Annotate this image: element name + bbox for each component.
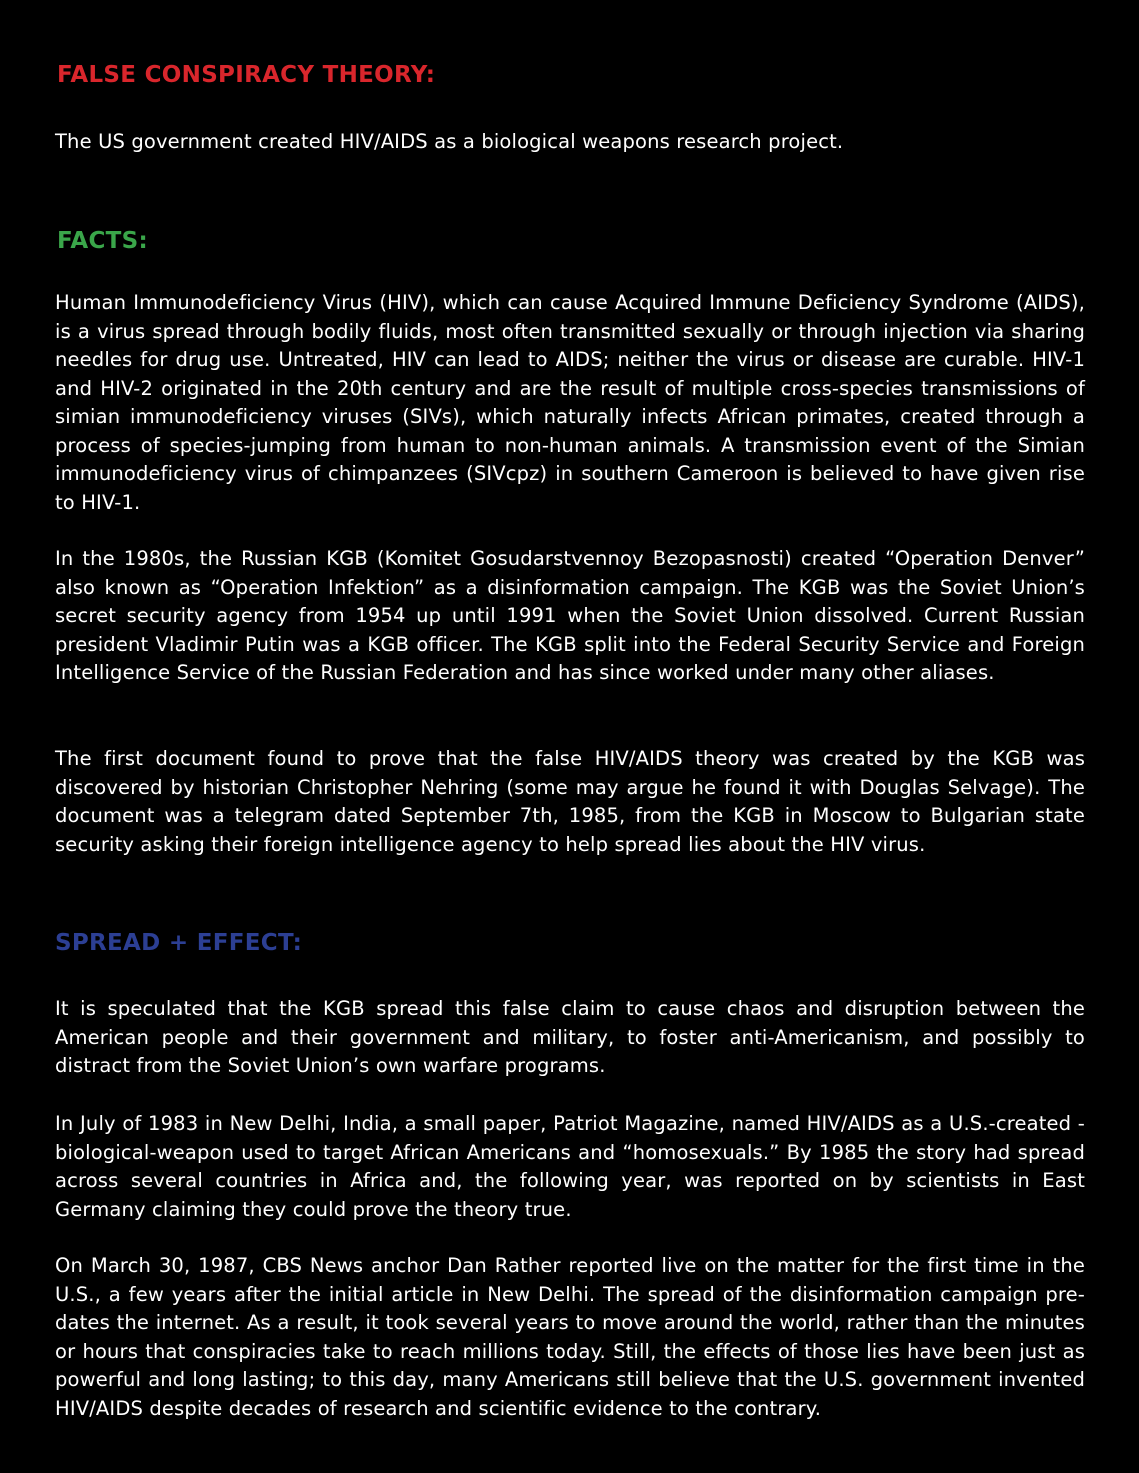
spread-paragraph-effects: On March 30, 1987, CBS News anchor Dan Rather reported live on the matter for the first time in the U.S., a few years after the initial article in New Delhi. The spread of the disinformation campaign pre-dates the internet. As a result, it took several years to move around the world, rather than the minutes or hours that conspiracies take to reach millions today. Still, the effects of those lies have been just as powerful and long lasting; to this day, many Americans still believe that the U.S. government invented HIV/AIDS despite decades of research and scientific evidence to the contrary.	[55, 1254, 1085, 1420]
spread-paragraph-motive: It is speculated that the KGB spread this false claim to cause chaos and disruption between the American people and their government and military, to foster anti-Americanism, and possibly to distract from the Soviet Union’s own warfare programs.	[55, 997, 1085, 1077]
facts-paragraph-hiv: Human Immunodeficiency Virus (HIV), which can cause Acquired Immune Deficiency Syndrome (AIDS), is a virus spread through bodily fluids, most often transmitted sexually or through injection via sharing needles for drug use. Untreated, HIV can lead to AIDS; neither the virus or disease are curable. HIV-1 and HIV-2 originated in the 20th century and are the result of multiple cross-species transmissions of simian immunodeficiency viruses (SIVs), which naturally infects African primates, created through a process of species-jumping from human to non-human animals. A transmission event of the Simian immunodeficiency virus of chimpanzees (SIVcpz) in southern Cameroon is believed to have given rise to HIV-1.	[55, 291, 1085, 514]
spread-heading: SPREAD + EFFECT:	[55, 930, 303, 956]
facts-heading: FACTS:	[57, 228, 149, 254]
conspiracy-text: The US government created HIV/AIDS as a biological weapons research project.	[55, 130, 844, 153]
facts-paragraph-kgb: In the 1980s, the Russian KGB (Komitet Gosudarstvennoy Bezopasnosti) created “Operation Denver” also known as “Operation Infektion” as a disinformation campaign. The KGB was the Soviet Union’s secret security agency from 1954 up until 1991 when the Soviet Union dissolved. Current Russian president Vladimir Putin was a KGB officer. The KGB split into the Federal Security Service and Foreign Intelligence Service of the Russian Federation and has since worked under many other aliases.	[55, 547, 1085, 684]
conspiracy-heading: FALSE CONSPIRACY THEORY:	[57, 62, 436, 88]
spread-paragraph-origin: In July of 1983 in New Delhi, India, a small paper, Patriot Magazine, named HIV/AIDS as a U.S.-created -biological-weapon used to target African Americans and “homosexuals.” By 1985 the story had spread across several countries in Africa and, the following year, was reported on by scientists in East Germany claiming they could prove the theory true.	[55, 1112, 1085, 1221]
facts-paragraph-document: The first document found to prove that the false HIV/AIDS theory was created by the KGB was discovered by historian Christopher Nehring (some may argue he found it with Douglas Selvage). The document was a telegram dated September 7th, 1985, from the KGB in Moscow to Bulgarian state security asking their foreign intelligence agency to help spread lies about the HIV virus.	[55, 747, 1085, 856]
